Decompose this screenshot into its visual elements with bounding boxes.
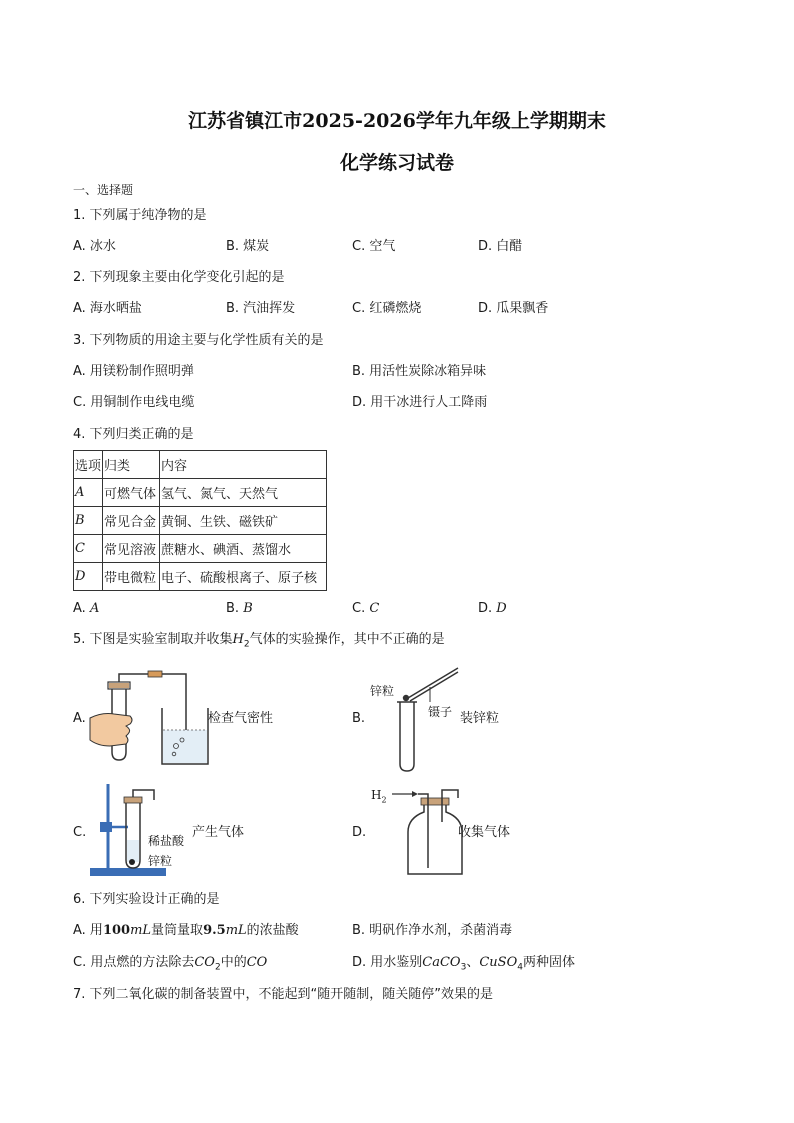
q6-a-unit1: mL xyxy=(130,923,152,938)
table-cell: C xyxy=(74,535,103,563)
q5-stem-before: 5. 下图是实验室制取并收集 xyxy=(73,632,233,647)
q2-option-d[interactable]: D. 瓜果飘香 xyxy=(478,301,549,316)
q4-option-c-prefix: C. xyxy=(352,601,366,616)
airtightness-check-figure xyxy=(88,668,218,768)
q6-option-a[interactable] xyxy=(73,923,299,939)
table-cell: 蔗糖水、碘酒、蒸馏水 xyxy=(160,535,327,563)
q6-a-pre: A. 用 xyxy=(73,923,103,938)
q4-option-b-letter: B xyxy=(243,601,253,616)
q2-option-a[interactable]: A. 海水晒盐 xyxy=(73,301,142,316)
q5-option-a-letter[interactable]: A. xyxy=(73,711,86,726)
table-cell: 黄铜、生铁、磁铁矿 xyxy=(160,507,327,535)
classification-table xyxy=(73,450,327,591)
q5-formula-sub: 2 xyxy=(243,639,250,650)
q4-option-a-letter: A xyxy=(89,601,100,616)
zinc-label-c: 锌粒 xyxy=(148,854,173,868)
q5-option-c-letter[interactable]: C. xyxy=(73,825,87,840)
q4-option-c[interactable] xyxy=(352,601,379,617)
table-row xyxy=(74,535,327,563)
q3-option-c[interactable]: C. 用铜制作电线电缆 xyxy=(73,395,195,410)
q6-a-post: 的浓盐酸 xyxy=(246,923,299,938)
q6-d-post: 两种固体 xyxy=(522,955,575,970)
h2-label xyxy=(371,787,387,808)
q6-d-formula1: CaCO xyxy=(422,955,461,970)
q6-a-value2: 9.5 xyxy=(203,923,226,938)
q4-option-b[interactable] xyxy=(226,601,253,617)
table-header-cell: 选项 xyxy=(74,451,103,479)
q5-option-a-caption: 检查气密性 xyxy=(208,711,274,726)
table-cell: 常见溶液 xyxy=(103,535,160,563)
q3-option-b[interactable]: B. 用活性炭除冰箱异味 xyxy=(352,364,487,379)
table-header-cell: 归类 xyxy=(103,451,160,479)
q1-option-d[interactable]: D. 白醋 xyxy=(478,239,523,254)
q6-option-b[interactable]: B. 明矾作净水剂，杀菌消毒 xyxy=(352,923,513,938)
table-header-row xyxy=(74,451,327,479)
q5-option-c-caption: 产生气体 xyxy=(192,825,245,840)
exam-title-line2: 化学练习试卷 xyxy=(339,152,454,174)
q6-c-pre: C. 用点燃的方法除去 xyxy=(73,955,195,970)
q2-option-c[interactable]: C. 红磷燃烧 xyxy=(352,301,422,316)
q6-option-c[interactable] xyxy=(73,955,267,976)
table-cell: B xyxy=(74,507,103,535)
table-cell: D xyxy=(74,563,103,591)
h2-label-sub: 2 xyxy=(381,795,387,805)
q3-option-a[interactable]: A. 用镁粉制作照明弹 xyxy=(73,364,194,379)
question-3-stem: 3. 下列物质的用途主要与化学性质有关的是 xyxy=(73,333,324,348)
q5-option-b-letter[interactable]: B. xyxy=(352,711,366,726)
q5-formula: H xyxy=(232,632,244,647)
table-cell: 可燃气体 xyxy=(103,479,160,507)
q2-option-b[interactable]: B. 汽油挥发 xyxy=(226,301,296,316)
q5-option-b-caption: 装锌粒 xyxy=(460,711,500,726)
q4-option-c-letter: C xyxy=(369,601,380,616)
question-2-stem: 2. 下列现象主要由化学变化引起的是 xyxy=(73,270,285,285)
q6-d-formula2: CuSO xyxy=(479,955,518,970)
q4-option-b-prefix: B. xyxy=(226,601,240,616)
table-cell: 电子、硫酸根离子、原子核 xyxy=(160,563,327,591)
exam-title-line1: 江苏省镇江市2025-2026学年九年级上学期期末 xyxy=(188,110,606,132)
q6-c-mid: 中的 xyxy=(220,955,247,970)
q4-option-a-prefix: A. xyxy=(73,601,86,616)
q1-option-b[interactable]: B. 煤炭 xyxy=(226,239,270,254)
question-4-stem: 4. 下列归类正确的是 xyxy=(73,427,194,442)
q6-a-mid: 量筒量取 xyxy=(151,923,204,938)
question-1-stem: 1. 下列属于纯净物的是 xyxy=(73,208,207,223)
q6-d-separator: 、 xyxy=(466,955,480,970)
q6-option-d[interactable] xyxy=(352,955,575,976)
q6-d-formula1-sub: 3 xyxy=(460,962,467,973)
table-cell: 带电微粒 xyxy=(103,563,160,591)
acid-label: 稀盐酸 xyxy=(148,834,185,848)
q5-option-d-letter[interactable]: D. xyxy=(352,825,367,840)
q6-c-formula2: CO xyxy=(246,955,268,970)
q3-option-d[interactable]: D. 用干冰进行人工降雨 xyxy=(352,395,488,410)
q6-c-formula1-sub: 2 xyxy=(214,962,221,973)
table-cell: 氢气、氮气、天然气 xyxy=(160,479,327,507)
zinc-label-b: 锌粒 xyxy=(370,684,395,698)
q5-option-d-caption: 收集气体 xyxy=(458,825,511,840)
q6-a-unit2: mL xyxy=(225,923,247,938)
question-6-stem: 6. 下列实验设计正确的是 xyxy=(73,892,220,907)
section-heading: 一、选择题 xyxy=(73,183,134,197)
tweezers-label: 镊子 xyxy=(428,705,453,719)
q5-stem-after: 气体的实验操作，其中不正确的是 xyxy=(249,632,445,647)
table-cell: 常见合金 xyxy=(103,507,160,535)
q4-option-d-letter: D xyxy=(496,601,507,616)
q4-option-d[interactable] xyxy=(478,601,507,617)
question-5-stem xyxy=(73,632,445,653)
table-cell: A xyxy=(74,479,103,507)
table-row xyxy=(74,479,327,507)
q6-a-value1: 100 xyxy=(102,923,131,938)
table-row xyxy=(74,507,327,535)
q1-option-a[interactable]: A. 冰水 xyxy=(73,239,116,254)
q4-option-d-prefix: D. xyxy=(478,601,493,616)
h2-label-text: H xyxy=(371,788,382,802)
q6-c-formula1: CO xyxy=(194,955,215,970)
q4-option-a[interactable] xyxy=(73,601,99,617)
table-header-cell: 内容 xyxy=(160,451,327,479)
q6-d-formula2-sub: 4 xyxy=(517,962,523,973)
q6-d-pre: D. 用水鉴别 xyxy=(352,955,423,970)
table-row xyxy=(74,563,327,591)
q1-option-c[interactable]: C. 空气 xyxy=(352,239,396,254)
question-7-stem: 7. 下列二氧化碳的制备装置中，不能起到“随开随制，随关随停”效果的是 xyxy=(73,987,494,1002)
